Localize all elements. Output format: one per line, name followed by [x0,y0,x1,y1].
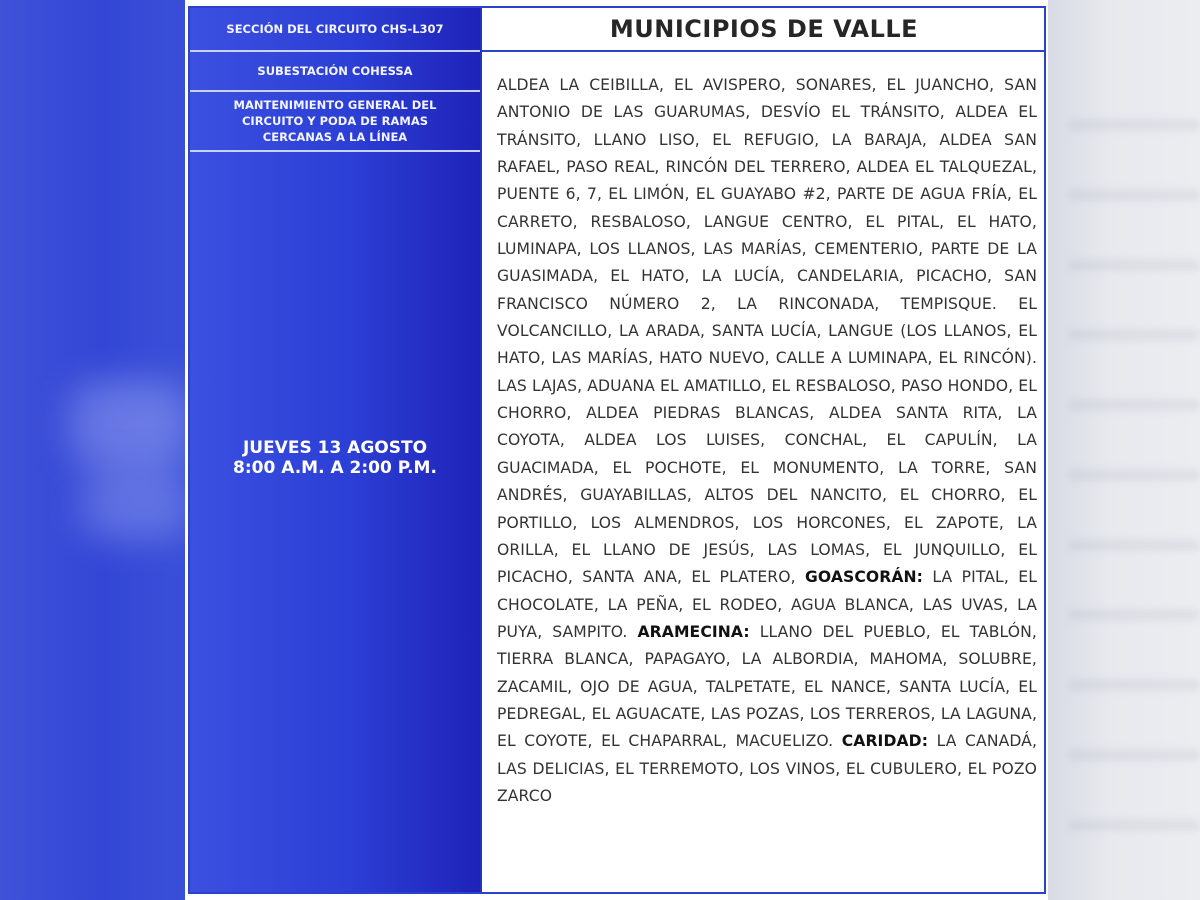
circuit-section-label: SECCIÓN DEL CIRCUITO CHS-L307 [190,8,480,52]
date-time-block [190,438,480,478]
caridad-label: CARIDAD: [841,732,929,751]
blurred-band [1068,610,1200,620]
blurred-band [1068,260,1200,270]
blurred-band [1068,400,1200,410]
blurred-band [1068,330,1200,340]
outage-time: 8:00 A.M. A 2:00 P.M. [233,458,437,478]
outage-notice-card [185,0,1048,900]
blurred-background-right [1048,0,1200,900]
caridad-areas: LA CANADÁ, LAS DELICIAS, EL TERREMOTO, LOS VINOS, EL CUBULERO, EL POZO ZARCO [497,732,1038,805]
municipalities-title: MUNICIPIOS DE VALLE [482,8,1046,52]
blurred-shape [80,470,190,540]
valle-areas: ALDEA LA CEIBILLA, EL AVISPERO, SONARES, EL JUANCHO, SAN ANTONIO DE LAS GUARUMAS, DESVÍO EL TRÁNSITO, ALDEA EL TRÁNSITO, LLANO LISO, EL REFUGIO, LA BARAJA, ALDEA SAN RAFAEL, PASO REAL, RINCÓN DEL TERRERO, ALDEA EL TALQUEZAL, PUENTE 6, 7, EL LIMÓN, EL GUAYABO #2, PARTE DE AGUA FRÍA, EL CARRETO, RESBALOSO, LANGUE CENTRO, EL PITAL, EL HATO, LUMINAPA, LOS LLANOS, LAS MARÍAS, CEMENTERIO, PARTE DE LA GUASIMADA, EL HATO, LA LUCÍA, CANDELARIA, PICACHO, SAN FRANCISCO NÚMERO 2, LA RINCONADA, TEMPISQUE. EL VOLCANCILLO, LA ARADA, SANTA LUCÍA, LANGUE (LOS LLANOS, EL HATO, LAS MARÍAS, HATO NUEVO, CALLE A LUMINAPA, EL RINCÓN). LAS LAJAS, ADUANA EL AMATILLO, EL RESBALOSO, PASO HONDO, EL CHORRO, ALDEA PIEDRAS BLANCAS, ALDEA SANTA RITA, LA COYOTA, ALDEA LOS LUISES, CONCHAL, EL CAPULÍN, LA GUACIMADA, EL POCHOTE, EL MONUMENTO, LA TORRE, SAN ANDRÉS, GUAYABILLAS, ALTOS DEL NANCITO, EL CHORRO, EL PORTILLO, LOS ALMENDROS, LOS HORCONES, EL ZAPOTE, LA ORILLA, EL LLANO DE JESÚS, LAS LOMAS, EL JUNQUILLO, EL PICACHO, SANTA ANA, EL PLATERO, [497,76,1037,587]
affected-areas-text [497,72,1037,810]
outage-date: JUEVES 13 AGOSTO [242,438,428,458]
blurred-band [1068,750,1200,760]
notice-table [188,6,1046,894]
substation-label: SUBESTACIÓN COHESSA [190,52,480,92]
aramecina-areas: LLANO DEL PUEBLO, EL TABLÓN, TIERRA BLANCA, PAPAGAYO, LA ALBORDIA, MAHOMA, SOLUBRE, ZACAMIL, OJO DE AGUA, TALPETATE, EL NANCE, SANTA LUCÍA, EL PEDREGAL, EL AGUACATE, LAS POZAS, LOS TERREROS, LA LAGUNA, EL COYOTE, EL CHAPARRAL, MACUELIZO. [497,622,1037,751]
schedule-panel [190,8,482,892]
blurred-band [1068,680,1200,690]
aramecina-label: ARAMECINA: [637,622,750,641]
work-description: MANTENIMIENTO GENERAL DEL CIRCUITO Y PODA DE RAMAS CERCANAS A LA LÍNEA [190,92,480,152]
blurred-band [1068,820,1200,830]
blurred-band [1068,190,1200,200]
goascoran-areas: LA PITAL, EL CHOCOLATE, LA PEÑA, EL RODEO, AGUA BLANCA, LAS UVAS, LA PUYA, SAMPITO. [497,568,1038,641]
blurred-band [1068,540,1200,550]
blurred-band [1068,470,1200,480]
blurred-band [1068,120,1200,130]
blurred-background-left [0,0,185,900]
blurred-shape [70,380,190,470]
goascoran-label: GOASCORÁN: [805,568,924,587]
